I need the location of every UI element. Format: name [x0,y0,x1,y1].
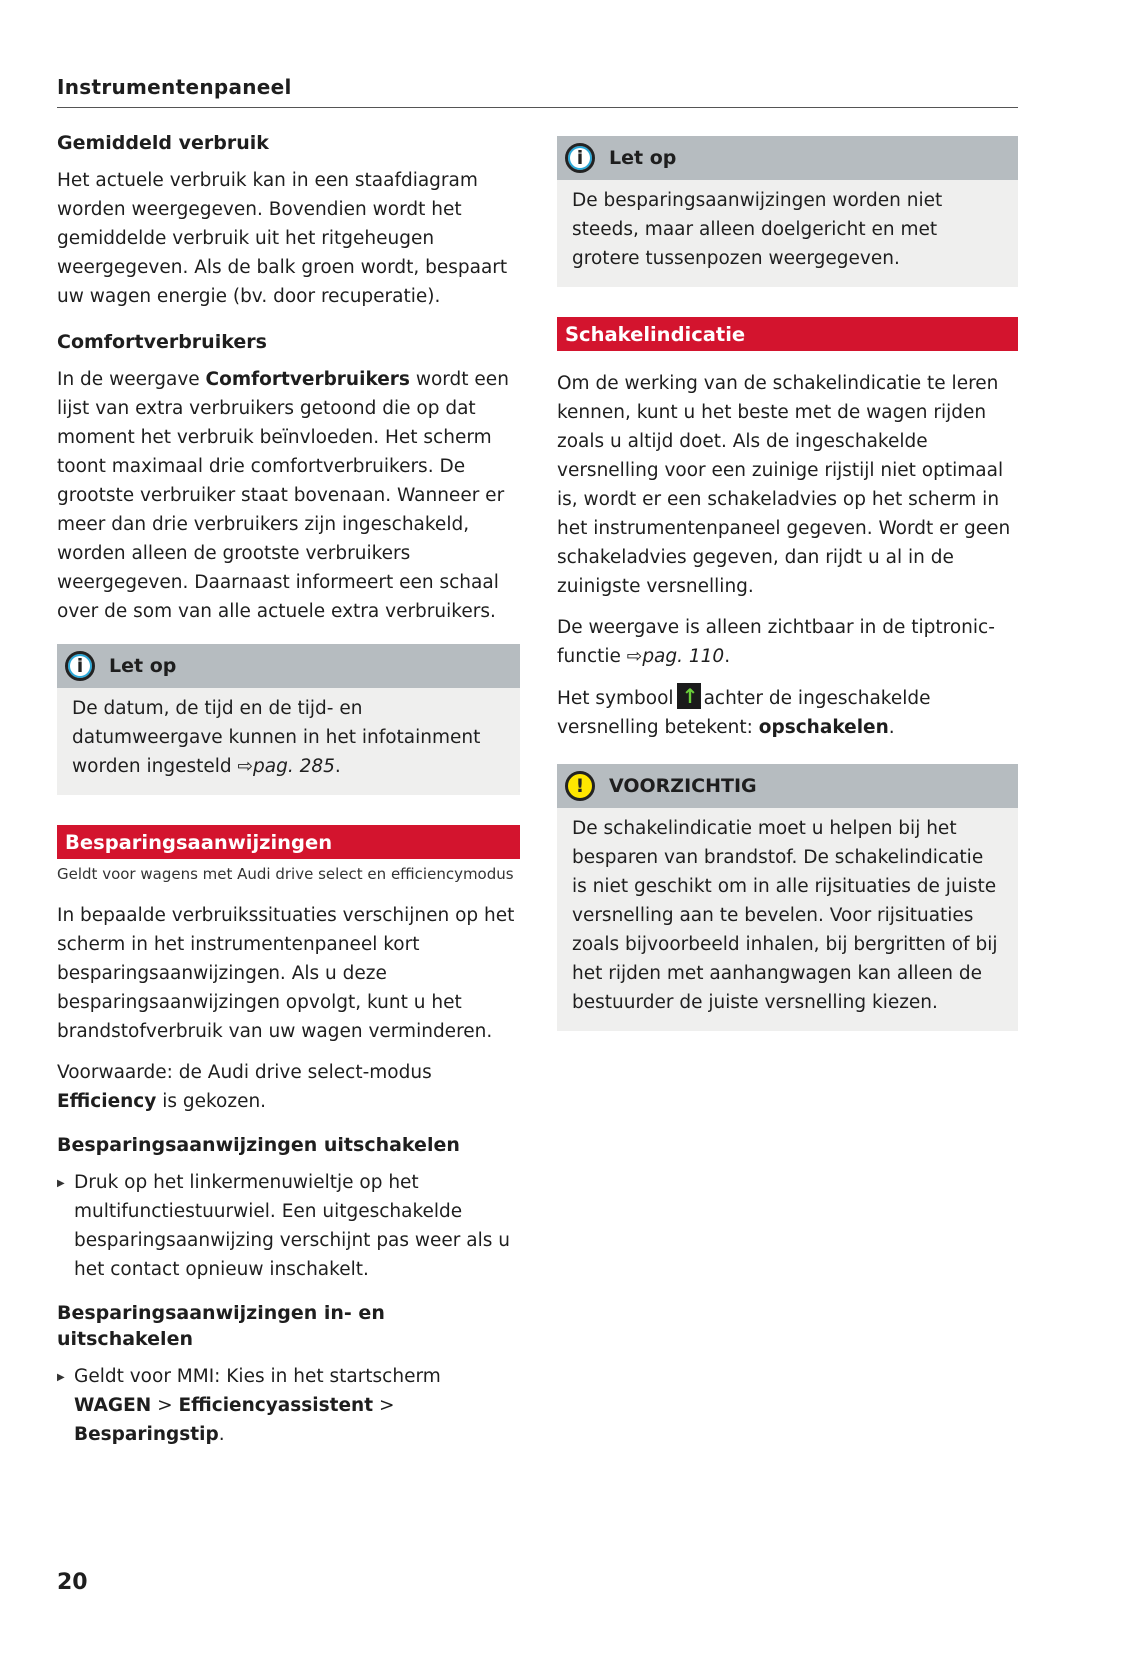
menu-path-efficiencyassistent: Efficiencyassistent [178,1395,374,1416]
warning-box-voorzichtig [557,764,1018,1031]
info-icon: i [565,143,595,173]
paragraph-besparing: In bepaalde verbruikssituaties verschijnen op het scherm in het instrumentenpaneel kort besparingsaanwijzingen. Als u deze besparingsaanwijzingen opvolgt, kunt u het brandstofverbruik van uw wagen verminderen. [57,905,515,1042]
paragraph-comfort: In de weergave Comfortverbruikers wordt een lijst van extra verbruikers getoond die op dat moment het verbruik beïnvloeden. Het scherm toont maximaal drie comfortverbruikers. De grootste verbruiker staat bovenaan. Wanneer er meer dan drie verbruikers zijn ingeschakeld, worden alleen de grootste verbruikers weergegeven. Daarnaast informeert een schaal over de som van alle actuele extra verbruikers. [57,369,509,622]
paragraph-voorwaarde: Voorwaarde: de Audi drive select-modus Efficiency is gekozen. [57,1062,432,1112]
page-header-title: Instrumentenpaneel [57,75,292,99]
arrow-icon: ⇨ [626,646,643,667]
page-header [57,75,1018,108]
heading-in-uitschakelen: Besparingsaanwijzingen in- en uitschakelen [57,1302,385,1350]
note-header [57,644,520,688]
heading-comfortverbruikers: Comfortverbruikers [57,331,267,353]
note-body: De datum, de tijd en de tijd- en datumweergave kunnen in het infotainment worden ingesteld ⇨pag. 285. [72,698,481,777]
step-uitschakelen: ▶ Druk op het linkermenuwieltje op het multifunctiestuurwiel. Een uitgeschakelde besparingsaanwijzing verschijnt pas weer als u het contact opnieuw inschakelt. [57,1168,520,1284]
note-header [557,136,1018,180]
note-label: Let op [109,655,177,677]
paragraph-schakel: Om de werking van de schakelindicatie te leren kennen, kunt u het beste met de wagen rijden zoals u altijd doet. Als de ingeschakelde versnelling voor een zuinige rijstijl niet optimaal is, wordt er een schakeladvies op het scherm in het instrumentenpaneel gegeven. Wordt er geen schakeladvies gegeven, dan rijdt u al in de zuinigste versnelling. [557,373,1011,597]
upshift-arrow-icon [677,683,701,709]
note-label: Let op [609,147,677,169]
arrow-icon: ⇨ [237,756,254,777]
warning-header [557,764,1018,808]
page-reference-link[interactable]: pag. 110 [642,646,725,667]
menu-path-wagen: WAGEN [74,1395,152,1416]
menu-path-besparingstip: Besparingstip [74,1424,219,1445]
warning-body: De schakelindicatie moet u helpen bij het besparen van brandstof. De schakelindicatie is niet geschikt om in alle rijsituaties de juiste versnelling aan te bevelen. Voor rijsituaties zoals bijvoorbeeld inhalen, bij bergritten of bij het rijden met aanhangwagen kan alleen de bestuurder de juiste versnelling kiezen. [572,818,998,1013]
paragraph-gemiddeld: Het actuele verbruik kan in een staafdiagram worden weergegeven. Bovendien wordt het gemiddelde verbruik uit het ritgeheugen weergegeven. Als de balk groen wordt, bespaart uw wagen energie (bv. door recuperatie). [57,170,508,307]
section-applicability: Geldt voor wagens met Audi drive select en efficiencymodus [57,865,514,883]
section-bar-besparingsaanwijzingen: Besparingsaanwijzingen [57,825,520,859]
note-body: De besparingsaanwijzingen worden niet steeds, maar alleen doelgericht en met grotere tussenpozen weergegeven. [572,190,943,269]
paragraph-tiptronic: De weergave is alleen zichtbaar in de tiptronic-functie ⇨pag. 110. [557,617,995,667]
right-column [557,136,1018,1061]
left-column [57,130,520,1461]
info-icon: i [65,651,95,681]
heading-gemiddeld-verbruik: Gemiddeld verbruik [57,132,269,154]
note-box-datum [57,644,520,795]
page-reference-link[interactable]: pag. 285 [253,756,335,777]
warning-icon: ! [565,771,595,801]
warning-label: VOORZICHTIG [609,775,757,797]
heading-uitschakelen: Besparingsaanwijzingen uitschakelen [57,1134,460,1156]
page-number: 20 [57,1570,88,1595]
step-in-uitschakelen: ▶ Geldt voor MMI: Kies in het startscherm WAGEN > Efficiencyassistent > Besparingstip. [57,1362,520,1449]
section-bar-schakelindicatie: Schakelindicatie [557,317,1018,351]
note-box-besparing [557,136,1018,287]
paragraph-symbool: Het symbool ↑ achter de ingeschakelde versnelling betekent: opschakelen. [557,683,1018,742]
